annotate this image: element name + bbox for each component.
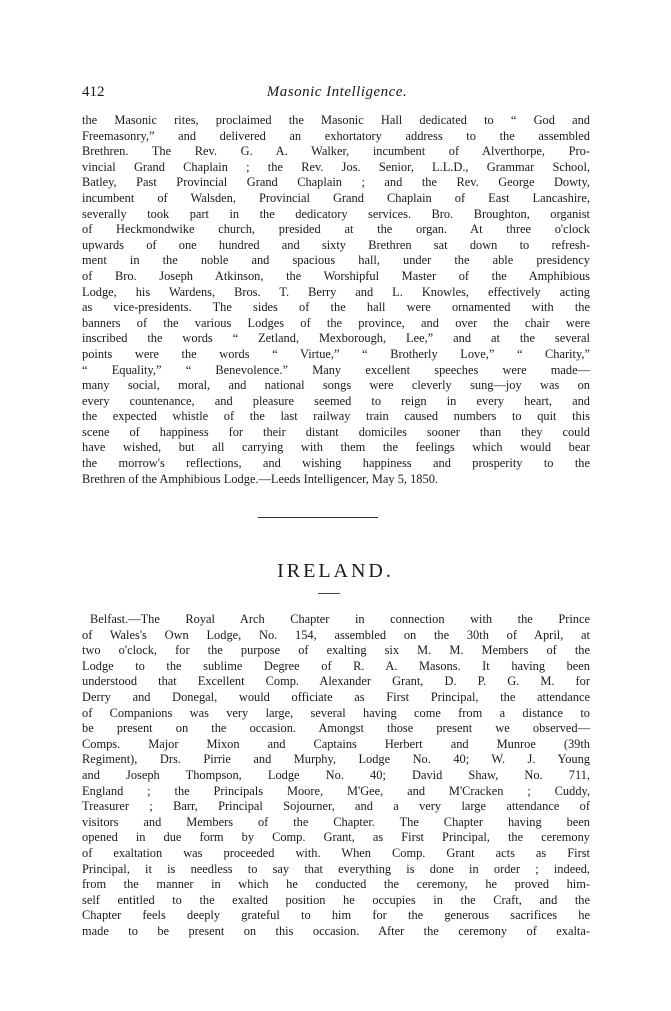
text-line: visitors and Members of the Chapter. The Chapter having been <box>82 814 590 829</box>
text-line: Brethren. The Rev. G. A. Walker, incumbent of Alverthorpe, Pro- <box>82 144 590 159</box>
text-line: banners of the various Lodges of the province, and over the chair were <box>82 315 590 330</box>
text-line: scene of happiness for their distant domiciles sooner than they could <box>82 424 590 439</box>
running-title: Masonic Intelligence. <box>266 84 408 100</box>
text-line: the morrow's reflections, and wishing happiness and prosperity to the <box>82 456 590 471</box>
section-heading: IRELAND. <box>277 560 394 582</box>
text-line: Treasurer ; Barr, Principal Sojourner, and a very large attendance of <box>82 799 590 814</box>
text-line: inscribed the words “ Zetland, Mexborough, Lee,” and at the several <box>82 331 590 346</box>
text-line: from the manner in which he conducted the ceremony, he proved him- <box>82 877 590 892</box>
text-line: made to be present on this occasion. After the ceremony of exalta- <box>82 923 590 938</box>
page-number: 412 <box>82 84 105 100</box>
text-line: and Joseph Thompson, Lodge No. 40; David Shaw, No. 711, <box>82 767 590 782</box>
text-line: Lodge, his Wardens, Bros. T. Berry and L. Knowles, effectively acting <box>82 284 590 299</box>
text-line: of exaltation was proceeded with. When Comp. Grant acts as First <box>82 845 590 860</box>
text-line: Brethren of the Amphibious Lodge.—Leeds Intelligencer, May 5, 1850. <box>82 471 438 486</box>
text-line: points were the words “ Virtue,” “ Brotherly Love,” “ Charity,” <box>82 346 590 361</box>
text-line: vincial Grand Chaplain ; the Rev. Jos. Senior, L.L.D., Grammar School, <box>82 159 590 174</box>
text-line: England ; the Principals Moore, M'Gee, and M'Cracken ; Cuddy, <box>82 783 590 798</box>
text-line: Batley, Past Provincial Grand Chaplain ; and the Rev. George Dowty, <box>82 175 590 190</box>
text-line: opened in due form by Comp. Grant, as First Principal, the ceremony <box>82 830 590 845</box>
text-line: of Heckmondwike church, presided at the organ. At three o'clock <box>82 222 590 237</box>
text-line: the expected whistle of the last railway train caused numbers to quit this <box>82 409 590 424</box>
text-line: upwards of one hundred and sixty Brethren sat down to refresh- <box>82 237 590 252</box>
text-line: self entitled to the exalted position he occupies in the Craft, and the <box>82 892 590 907</box>
text-line: two o'clock, for the purpose of exalting six M. M. Members of the <box>82 643 590 658</box>
text-line: be present on the occasion. Amongst those present we observed— <box>82 721 590 736</box>
article-masonic-hall <box>82 113 590 487</box>
text-line: ment in the noble and spacious hall, under the able presidency <box>82 253 590 268</box>
text-line: Lodge to the sublime Degree of R. A. Masons. It having been <box>82 658 590 673</box>
text-line: understood that Excellent Comp. Alexander Grant, D. P. G. M. for <box>82 674 590 689</box>
text-line: every countenance, and pleasure seemed to reign in every heart, and <box>82 393 590 408</box>
text-line: “ Equality,” “ Benevolence.” Many excellent speeches were made— <box>82 362 590 377</box>
text-line: many social, moral, and national songs were cleverly sung—joy was on <box>82 378 590 393</box>
heading-rule <box>318 593 340 594</box>
text-line: Derry and Donegal, would officiate as First Principal, the attendance <box>82 689 590 704</box>
text-line: as vice-presidents. The sides of the hall were ornamented with the <box>82 300 590 315</box>
article-belfast <box>82 612 590 939</box>
text-line: Chapter feels deeply grateful to him for the generous sacrifices he <box>82 908 590 923</box>
text-line: severally took part in the dedicatory services. Bro. Broughton, organist <box>82 206 590 221</box>
text-line: incumbent of Walsden, Provincial Grand Chaplain of East Lancashire, <box>82 190 590 205</box>
text-line: Comps. Major Mixon and Captains Herbert and Munroe (39th <box>82 736 590 751</box>
text-line: have wished, but all carrying with them the feelings which would bear <box>82 440 590 455</box>
text-line: of Wales's Own Lodge, No. 154, assembled on the 30th of April, at <box>82 627 590 642</box>
text-line: the Masonic rites, proclaimed the Masonic Hall dedicated to “ God and <box>82 113 590 127</box>
text-line: Freemasonry,” and delivered an exhortatory address to the assembled <box>82 128 590 143</box>
text-line: Principal, it is needless to say that everything is done in order ; indeed, <box>82 861 590 876</box>
running-head <box>82 84 592 104</box>
section-divider <box>258 517 378 518</box>
text-line: Regiment), Drs. Pirrie and Murphy, Lodge No. 40; W. J. Young <box>82 752 590 767</box>
text-line: of Bro. Joseph Atkinson, the Worshipful Master of the Amphibious <box>82 268 590 283</box>
text-line: Belfast.—The Royal Arch Chapter in connection with the Prince <box>90 612 590 626</box>
text-line: of Companions was very large, several having come from a distance to <box>82 705 590 720</box>
